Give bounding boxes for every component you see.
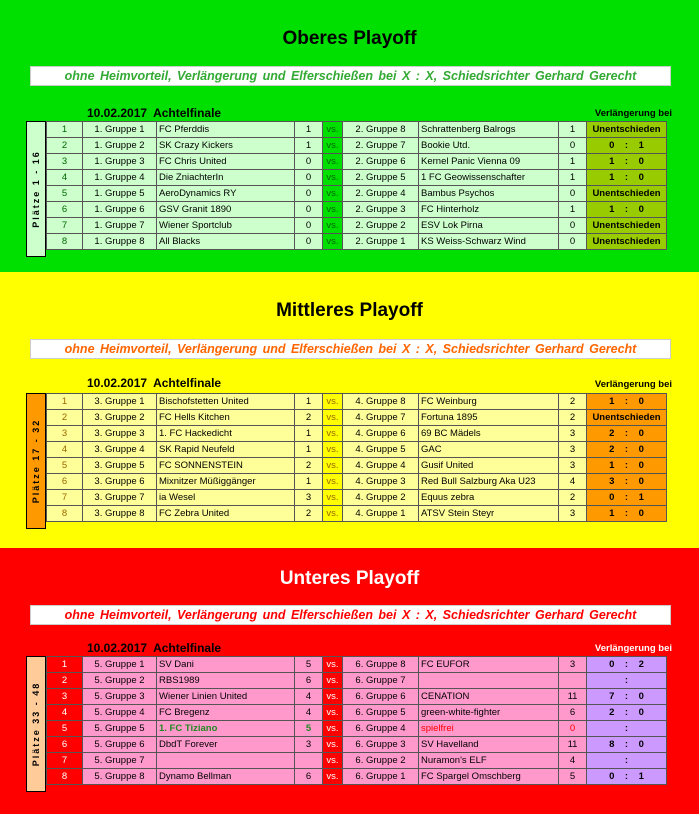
oberes-extra-header: Verlängerung bei <box>594 108 672 119</box>
extra-time: 0 : 1 <box>587 769 667 785</box>
away-team: ESV Lok Pirna <box>419 218 559 234</box>
extra-time: 0 : 1 <box>587 138 667 154</box>
row-number: 5 <box>47 721 83 737</box>
away-group: 2. Gruppe 1 <box>343 234 419 250</box>
home-score: 1 <box>295 442 323 458</box>
away-group: 2. Gruppe 8 <box>343 122 419 138</box>
extra-time: : <box>587 673 667 689</box>
away-score <box>559 673 587 689</box>
away-score: 5 <box>559 769 587 785</box>
home-score: 0 <box>295 218 323 234</box>
oberes-title: Oberes Playoff <box>282 28 417 49</box>
row-number: 6 <box>47 202 83 218</box>
away-team: Kernel Panic Vienna 09 <box>419 154 559 170</box>
table-row <box>47 218 667 234</box>
home-group: 1. Gruppe 2 <box>83 138 157 154</box>
away-score: 0 <box>559 218 587 234</box>
home-team: AeroDynamics RY <box>157 186 295 202</box>
home-score: 0 <box>295 202 323 218</box>
vs-label: vs. <box>323 657 343 673</box>
away-group: 2. Gruppe 6 <box>343 154 419 170</box>
home-score: 1 <box>295 426 323 442</box>
vs-label: vs. <box>323 490 343 506</box>
away-group: 2. Gruppe 5 <box>343 170 419 186</box>
home-team: Wiener Linien United <box>157 689 295 705</box>
vs-label: vs. <box>323 218 343 234</box>
extra-time: : <box>587 721 667 737</box>
extra-time: 3 : 0 <box>587 474 667 490</box>
vs-label: vs. <box>323 442 343 458</box>
vs-label: vs. <box>323 769 343 785</box>
home-score: 2 <box>295 506 323 522</box>
away-score: 3 <box>559 506 587 522</box>
away-group: 4. Gruppe 2 <box>343 490 419 506</box>
away-score: 1 <box>559 154 587 170</box>
table-row <box>47 202 667 218</box>
away-score: 1 <box>559 202 587 218</box>
home-team: All Blacks <box>157 234 295 250</box>
home-group: 3. Gruppe 6 <box>83 474 157 490</box>
extra-time: 0 : 2 <box>587 657 667 673</box>
mittleres-title: Mittleres Playoff <box>276 300 423 321</box>
home-group: 3. Gruppe 5 <box>83 458 157 474</box>
away-score: 0 <box>559 234 587 250</box>
table-row <box>47 474 667 490</box>
home-group: 1. Gruppe 4 <box>83 170 157 186</box>
vs-label: vs. <box>323 202 343 218</box>
home-group: 1. Gruppe 7 <box>83 218 157 234</box>
row-number: 8 <box>47 234 83 250</box>
away-team: SV Havelland <box>419 737 559 753</box>
away-team: Schrattenberg Balrogs <box>419 122 559 138</box>
away-group: 4. Gruppe 5 <box>343 442 419 458</box>
home-team: FC Chris United <box>157 154 295 170</box>
home-score: 2 <box>295 458 323 474</box>
home-team: SV Dani <box>157 657 295 673</box>
away-team: Gusif United <box>419 458 559 474</box>
extra-time: 1 : 0 <box>587 170 667 186</box>
table-row <box>47 394 667 410</box>
away-group: 2. Gruppe 2 <box>343 218 419 234</box>
away-team: GAC <box>419 442 559 458</box>
unteres-round: Achtelfinale <box>153 641 222 655</box>
table-row <box>47 689 667 705</box>
mittleres-round: Achtelfinale <box>153 376 222 390</box>
row-number: 6 <box>47 737 83 753</box>
table-row <box>47 170 667 186</box>
home-score: 0 <box>295 170 323 186</box>
row-number: 1 <box>47 122 83 138</box>
table-row <box>47 753 667 769</box>
vs-label: vs. <box>323 234 343 250</box>
extra-time: 1 : 0 <box>587 154 667 170</box>
away-group: 6. Gruppe 3 <box>343 737 419 753</box>
vs-label: vs. <box>323 474 343 490</box>
home-team <box>157 753 295 769</box>
vs-label: vs. <box>323 186 343 202</box>
away-team: Red Bull Salzburg Aka U23 <box>419 474 559 490</box>
home-score: 1 <box>295 474 323 490</box>
row-number: 7 <box>47 218 83 234</box>
mittleres-subtitle: ohne Heimvorteil, Verlängerung und Elferschießen bei X : X, Schiedsrichter Gerhard Gerecht <box>30 339 671 359</box>
row-number: 2 <box>47 410 83 426</box>
home-score: 6 <box>295 769 323 785</box>
away-score: 4 <box>559 474 587 490</box>
away-group: 6. Gruppe 1 <box>343 769 419 785</box>
row-number: 4 <box>47 442 83 458</box>
away-team: FC EUFOR <box>419 657 559 673</box>
extra-time: 0 : 1 <box>587 490 667 506</box>
away-team <box>419 673 559 689</box>
vs-label: vs. <box>323 506 343 522</box>
home-score: 3 <box>295 490 323 506</box>
home-group: 5. Gruppe 1 <box>83 657 157 673</box>
unteres-extra-header: Verlängerung bei <box>594 643 672 654</box>
table-row <box>47 458 667 474</box>
home-team: FC SONNENSTEIN <box>157 458 295 474</box>
away-group: 4. Gruppe 6 <box>343 426 419 442</box>
away-team: Equus zebra <box>419 490 559 506</box>
away-score: 3 <box>559 426 587 442</box>
unteres-date: 10.02.2017 <box>87 641 148 655</box>
extra-time: : <box>587 753 667 769</box>
away-group: 6. Gruppe 7 <box>343 673 419 689</box>
table-row <box>47 154 667 170</box>
home-score: 2 <box>295 410 323 426</box>
away-score: 3 <box>559 442 587 458</box>
row-number: 4 <box>47 170 83 186</box>
away-group: 6. Gruppe 8 <box>343 657 419 673</box>
table-row <box>47 490 667 506</box>
mittleres-side-label: Plätze 17 - 32 <box>26 393 46 529</box>
extra-time: Unentschieden <box>587 410 667 426</box>
extra-time: Unentschieden <box>587 122 667 138</box>
oberes-subtitle: ohne Heimvorteil, Verlängerung und Elferschießen bei X : X, Schiedsrichter Gerhard Gerecht <box>30 66 671 86</box>
away-group: 6. Gruppe 4 <box>343 721 419 737</box>
table-row <box>47 673 667 689</box>
home-team: Die ZniachterIn <box>157 170 295 186</box>
mittleres-table <box>46 393 667 522</box>
home-group: 5. Gruppe 3 <box>83 689 157 705</box>
table-row <box>47 122 667 138</box>
home-team: Wiener Sportclub <box>157 218 295 234</box>
home-team: FC Bregenz <box>157 705 295 721</box>
row-number: 2 <box>47 673 83 689</box>
table-row <box>47 426 667 442</box>
unteres-date-line <box>87 641 221 655</box>
extra-time: Unentschieden <box>587 234 667 250</box>
extra-time: Unentschieden <box>587 218 667 234</box>
home-group: 3. Gruppe 1 <box>83 394 157 410</box>
away-group: 6. Gruppe 6 <box>343 689 419 705</box>
home-score: 1 <box>295 394 323 410</box>
vs-label: vs. <box>323 410 343 426</box>
table-row <box>47 657 667 673</box>
home-group: 1. Gruppe 1 <box>83 122 157 138</box>
away-group: 2. Gruppe 7 <box>343 138 419 154</box>
away-score: 11 <box>559 737 587 753</box>
vs-label: vs. <box>323 673 343 689</box>
home-group: 5. Gruppe 7 <box>83 753 157 769</box>
home-score: 1 <box>295 138 323 154</box>
home-team: SK Rapid Neufeld <box>157 442 295 458</box>
away-score: 2 <box>559 394 587 410</box>
away-score: 1 <box>559 170 587 186</box>
home-score: 4 <box>295 705 323 721</box>
unteres-section <box>0 548 699 814</box>
oberes-section <box>0 0 699 272</box>
oberes-side-label: Plätze 1 - 16 <box>26 121 46 257</box>
vs-label: vs. <box>323 154 343 170</box>
home-group: 1. Gruppe 5 <box>83 186 157 202</box>
away-group: 6. Gruppe 2 <box>343 753 419 769</box>
away-team: 69 BC Mädels <box>419 426 559 442</box>
away-team: FC Hinterholz <box>419 202 559 218</box>
away-team: Bookie Utd. <box>419 138 559 154</box>
away-score: 11 <box>559 689 587 705</box>
away-score: 2 <box>559 410 587 426</box>
home-score: 5 <box>295 721 323 737</box>
row-number: 3 <box>47 426 83 442</box>
away-group: 2. Gruppe 3 <box>343 202 419 218</box>
home-group: 5. Gruppe 8 <box>83 769 157 785</box>
vs-label: vs. <box>323 705 343 721</box>
unteres-title: Unteres Playoff <box>279 568 420 589</box>
table-row <box>47 721 667 737</box>
row-number: 3 <box>47 154 83 170</box>
home-score: 4 <box>295 689 323 705</box>
home-team: FC Zebra United <box>157 506 295 522</box>
home-score: 5 <box>295 657 323 673</box>
away-group: 4. Gruppe 7 <box>343 410 419 426</box>
home-group: 5. Gruppe 5 <box>83 721 157 737</box>
home-team: FC Pferddis <box>157 122 295 138</box>
home-team: SK Crazy Kickers <box>157 138 295 154</box>
home-score <box>295 753 323 769</box>
home-team: GSV Granit 1890 <box>157 202 295 218</box>
row-number: 8 <box>47 506 83 522</box>
away-group: 4. Gruppe 1 <box>343 506 419 522</box>
row-number: 6 <box>47 474 83 490</box>
extra-time: Unentschieden <box>587 186 667 202</box>
home-group: 3. Gruppe 2 <box>83 410 157 426</box>
row-number: 4 <box>47 705 83 721</box>
extra-time: 2 : 0 <box>587 705 667 721</box>
row-number: 8 <box>47 769 83 785</box>
vs-label: vs. <box>323 170 343 186</box>
extra-time: 2 : 0 <box>587 442 667 458</box>
vs-label: vs. <box>323 737 343 753</box>
extra-time: 8 : 0 <box>587 737 667 753</box>
vs-label: vs. <box>323 138 343 154</box>
oberes-date: 10.02.2017 <box>87 106 148 120</box>
unteres-table <box>46 656 667 785</box>
mittleres-extra-header: Verlängerung bei <box>594 379 672 390</box>
table-row <box>47 442 667 458</box>
unteres-subtitle: ohne Heimvorteil, Verlängerung und Elferschießen bei X : X, Schiedsrichter Gerhard Gerecht <box>30 605 671 625</box>
home-team: Mixnitzer Müßiggänger <box>157 474 295 490</box>
away-group: 4. Gruppe 8 <box>343 394 419 410</box>
vs-label: vs. <box>323 458 343 474</box>
table-row <box>47 705 667 721</box>
vs-label: vs. <box>323 122 343 138</box>
row-number: 1 <box>47 657 83 673</box>
away-team: FC Weinburg <box>419 394 559 410</box>
away-team: Nuramon's ELF <box>419 753 559 769</box>
extra-time: 7 : 0 <box>587 689 667 705</box>
home-group: 3. Gruppe 8 <box>83 506 157 522</box>
away-score: 3 <box>559 657 587 673</box>
table-row <box>47 737 667 753</box>
vs-label: vs. <box>323 721 343 737</box>
oberes-date-line <box>87 106 221 120</box>
row-number: 2 <box>47 138 83 154</box>
away-team: Fortuna 1895 <box>419 410 559 426</box>
home-score: 1 <box>295 122 323 138</box>
away-score: 1 <box>559 122 587 138</box>
away-team: spielfrei <box>419 721 559 737</box>
table-row <box>47 186 667 202</box>
row-number: 5 <box>47 458 83 474</box>
table-row <box>47 410 667 426</box>
away-group: 6. Gruppe 5 <box>343 705 419 721</box>
away-team: KS Weiss-Schwarz Wind <box>419 234 559 250</box>
table-row <box>47 138 667 154</box>
home-group: 5. Gruppe 4 <box>83 705 157 721</box>
away-score: 0 <box>559 138 587 154</box>
vs-label: vs. <box>323 753 343 769</box>
home-team: Dynamo Bellman <box>157 769 295 785</box>
home-group: 1. Gruppe 3 <box>83 154 157 170</box>
table-row <box>47 234 667 250</box>
table-row <box>47 506 667 522</box>
home-team: Bischofstetten United <box>157 394 295 410</box>
extra-time: 1 : 0 <box>587 202 667 218</box>
home-group: 5. Gruppe 2 <box>83 673 157 689</box>
unteres-side-label: Plätze 33 - 48 <box>26 656 46 792</box>
extra-time: 1 : 0 <box>587 458 667 474</box>
home-team: 1. FC Hackedicht <box>157 426 295 442</box>
away-group: 4. Gruppe 3 <box>343 474 419 490</box>
vs-label: vs. <box>323 689 343 705</box>
mittleres-section <box>0 272 699 548</box>
home-group: 5. Gruppe 6 <box>83 737 157 753</box>
away-team: ATSV Stein Steyr <box>419 506 559 522</box>
extra-time: 1 : 0 <box>587 394 667 410</box>
row-number: 5 <box>47 186 83 202</box>
away-score: 4 <box>559 753 587 769</box>
mittleres-date: 10.02.2017 <box>87 376 148 390</box>
away-score: 6 <box>559 705 587 721</box>
home-score: 6 <box>295 673 323 689</box>
away-team: green-white-fighter <box>419 705 559 721</box>
home-team: 1. FC Tiziano <box>157 721 295 737</box>
away-score: 0 <box>559 186 587 202</box>
away-score: 3 <box>559 458 587 474</box>
away-team: 1 FC Geowissenschafter <box>419 170 559 186</box>
home-team: FC Hells Kitchen <box>157 410 295 426</box>
away-score: 0 <box>559 721 587 737</box>
row-number: 7 <box>47 753 83 769</box>
home-group: 1. Gruppe 6 <box>83 202 157 218</box>
home-score: 3 <box>295 737 323 753</box>
away-group: 4. Gruppe 4 <box>343 458 419 474</box>
home-group: 3. Gruppe 3 <box>83 426 157 442</box>
home-group: 1. Gruppe 8 <box>83 234 157 250</box>
extra-time: 2 : 0 <box>587 426 667 442</box>
away-group: 2. Gruppe 4 <box>343 186 419 202</box>
home-team: DbdT Forever <box>157 737 295 753</box>
vs-label: vs. <box>323 426 343 442</box>
row-number: 7 <box>47 490 83 506</box>
home-score: 0 <box>295 154 323 170</box>
home-score: 0 <box>295 186 323 202</box>
extra-time: 1 : 0 <box>587 506 667 522</box>
mittleres-date-line <box>87 376 221 390</box>
table-row <box>47 769 667 785</box>
away-team: Bambus Psychos <box>419 186 559 202</box>
away-team: CENATION <box>419 689 559 705</box>
oberes-round: Achtelfinale <box>153 106 222 120</box>
home-team: RBS1989 <box>157 673 295 689</box>
home-group: 3. Gruppe 7 <box>83 490 157 506</box>
away-team: FC Spargel Omschberg <box>419 769 559 785</box>
oberes-table <box>46 121 667 250</box>
vs-label: vs. <box>323 394 343 410</box>
row-number: 1 <box>47 394 83 410</box>
home-score: 0 <box>295 234 323 250</box>
row-number: 3 <box>47 689 83 705</box>
away-score: 2 <box>559 490 587 506</box>
home-group: 3. Gruppe 4 <box>83 442 157 458</box>
home-team: ia Wesel <box>157 490 295 506</box>
